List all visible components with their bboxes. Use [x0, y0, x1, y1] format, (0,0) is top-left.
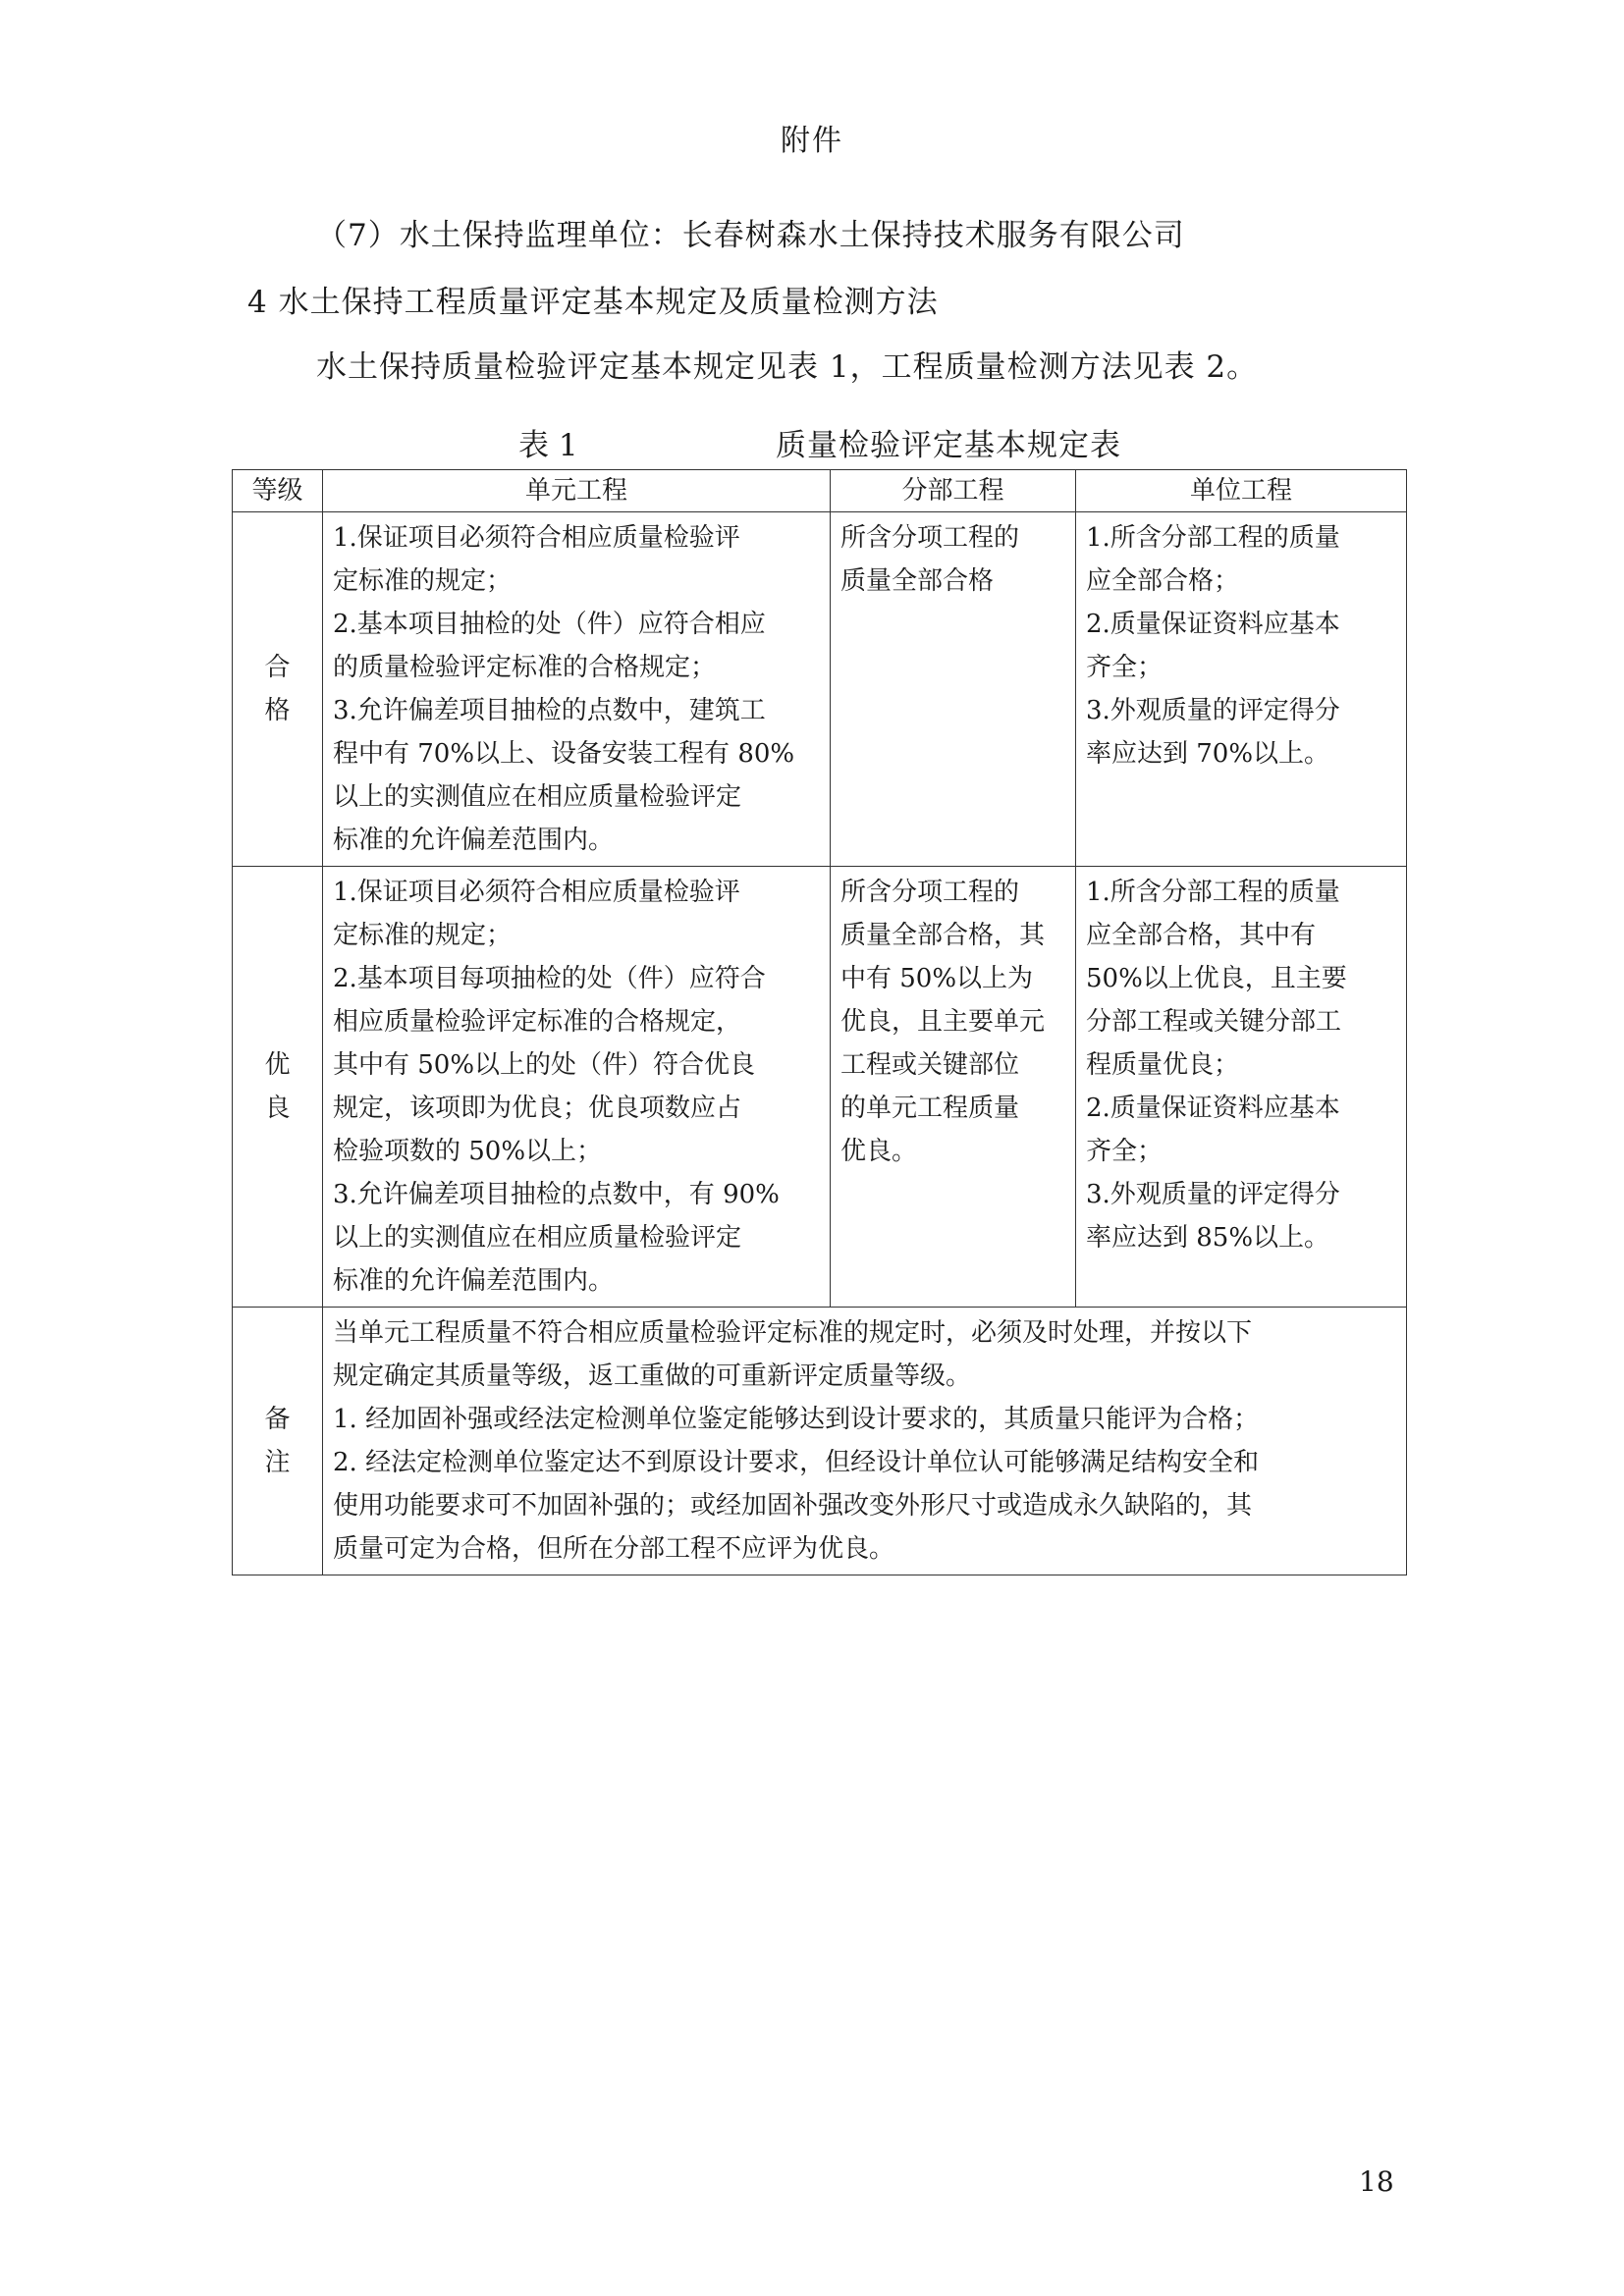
cell-line: 以上的实测值应在相应质量检验评定	[333, 782, 742, 812]
cell-line: 以上的实测值应在相应质量检验评定	[333, 1223, 742, 1253]
quality-standard-table	[232, 469, 1407, 1575]
cell-line: 规定，该项即为优良；优良项数应占	[333, 1094, 742, 1123]
grade-char: 注	[264, 1448, 291, 1477]
grade-excellent	[233, 867, 323, 1308]
table-caption-title: 质量检验评定基本规定表	[776, 428, 1121, 463]
section-heading: 4 水土保持工程质量评定基本规定及质量检测方法	[247, 285, 939, 320]
cell-line: 检验项数的 50%以上；	[333, 1137, 603, 1166]
cell-line: 1.所含分部工程的质量	[1086, 523, 1340, 553]
cell-line: 2.基本项目抽检的处（件）应符合相应	[333, 610, 766, 639]
cell-unit-project-qualified	[1076, 512, 1407, 867]
grade-char: 优	[264, 1050, 291, 1080]
cell-division-qualified	[831, 512, 1076, 867]
table-row-remarks	[233, 1308, 1407, 1575]
cell-line: 质量全部合格，其	[840, 921, 1046, 950]
cell-division-excellent	[831, 867, 1076, 1308]
remark-line: 使用功能要求可不加固补强的；或经加固补强改变外形尺寸或造成永久缺陷的，其	[333, 1491, 1253, 1521]
cell-line: 所含分项工程的	[840, 523, 1020, 553]
cell-line: 优良，且主要单元	[840, 1007, 1046, 1037]
grade-char: 备	[264, 1405, 291, 1434]
cell-line: 程质量优良；	[1086, 1050, 1240, 1080]
cell-line: 1.保证项目必须符合相应质量检验评	[333, 878, 740, 907]
cell-line: 50%以上优良，且主要	[1086, 964, 1347, 993]
cell-line: 应全部合格；	[1086, 566, 1240, 596]
grade-char: 良	[264, 1094, 291, 1123]
remark-line: 质量可定为合格，但所在分部工程不应评为优良。	[333, 1534, 895, 1564]
cell-line: 3.允许偏差项目抽检的点数中，有 90%	[333, 1180, 780, 1209]
page-number: 18	[1359, 2165, 1394, 2198]
cell-line: 的单元工程质量	[840, 1094, 1020, 1123]
cell-line: 定标准的规定；	[333, 566, 513, 596]
grade-char: 合	[264, 653, 291, 682]
cell-line: 中有 50%以上为	[840, 964, 1034, 993]
cell-line: 率应达到 85%以上。	[1086, 1223, 1330, 1253]
cell-line: 定标准的规定；	[333, 921, 513, 950]
cell-line: 相应质量检验评定标准的合格规定，	[333, 1007, 742, 1037]
cell-line: 2.质量保证资料应基本	[1086, 1094, 1340, 1123]
table-row-qualified	[233, 512, 1407, 867]
cell-line: 质量全部合格	[840, 566, 995, 596]
cell-line: 应全部合格，其中有	[1086, 921, 1317, 950]
cell-line: 2.基本项目每项抽检的处（件）应符合	[333, 964, 766, 993]
remark-line: 1. 经加固补强或经法定检测单位鉴定能够达到设计要求的，其质量只能评为合格；	[333, 1405, 1260, 1434]
remark-line: 规定确定其质量等级，返工重做的可重新评定质量等级。	[333, 1362, 972, 1391]
cell-line: 3.外观质量的评定得分	[1086, 1180, 1340, 1209]
cell-unit-project-excellent	[1076, 867, 1407, 1308]
cell-line: 工程或关键部位	[840, 1050, 1020, 1080]
remark-line: 2. 经法定检测单位鉴定达不到原设计要求，但经设计单位认可能够满足结构安全和	[333, 1448, 1260, 1477]
cell-line: 标准的允许偏差范围内。	[333, 826, 615, 855]
grade-char: 格	[264, 696, 291, 725]
table-row-excellent	[233, 867, 1407, 1308]
cell-line: 标准的允许偏差范围内。	[333, 1266, 615, 1296]
cell-line: 程中有 70%以上、设备安装工程有 80%	[333, 739, 795, 769]
cell-line: 率应达到 70%以上。	[1086, 739, 1330, 769]
cell-line: 3.允许偏差项目抽检的点数中，建筑工	[333, 696, 766, 725]
table-header-row	[233, 470, 1407, 512]
header-unit-element: 单元工程	[323, 470, 831, 512]
grade-qualified	[233, 512, 323, 867]
cell-line: 优良。	[840, 1137, 918, 1166]
table-caption-number: 表 1	[518, 428, 578, 463]
header-division: 分部工程	[831, 470, 1076, 512]
remark-line: 当单元工程质量不符合相应质量检验评定标准的规定时，必须及时处理，并按以下	[333, 1318, 1253, 1348]
page-header: 附件	[781, 124, 843, 158]
cell-line: 3.外观质量的评定得分	[1086, 696, 1340, 725]
cell-line: 2.质量保证资料应基本	[1086, 610, 1340, 639]
cell-remarks	[323, 1308, 1407, 1575]
cell-unit-element-excellent	[323, 867, 831, 1308]
cell-line: 所含分项工程的	[840, 878, 1020, 907]
header-unit-project: 单位工程	[1076, 470, 1407, 512]
paragraph-supervision-unit: （7）水土保持监理单位：长春树森水土保持技术服务有限公司	[316, 218, 1185, 253]
cell-line: 分部工程或关键分部工	[1086, 1007, 1342, 1037]
header-grade: 等级	[233, 470, 323, 512]
cell-line: 1.保证项目必须符合相应质量检验评	[333, 523, 740, 553]
cell-line: 1.所含分部工程的质量	[1086, 878, 1340, 907]
grade-remarks	[233, 1308, 323, 1575]
cell-line: 齐全；	[1086, 653, 1164, 682]
cell-line: 齐全；	[1086, 1137, 1164, 1166]
cell-line: 的质量检验评定标准的合格规定；	[333, 653, 717, 682]
cell-unit-element-qualified	[323, 512, 831, 867]
paragraph-table-reference: 水土保持质量检验评定基本规定见表 1，工程质量检测方法见表 2。	[316, 349, 1259, 385]
cell-line: 其中有 50%以上的处（件）符合优良	[333, 1050, 756, 1080]
